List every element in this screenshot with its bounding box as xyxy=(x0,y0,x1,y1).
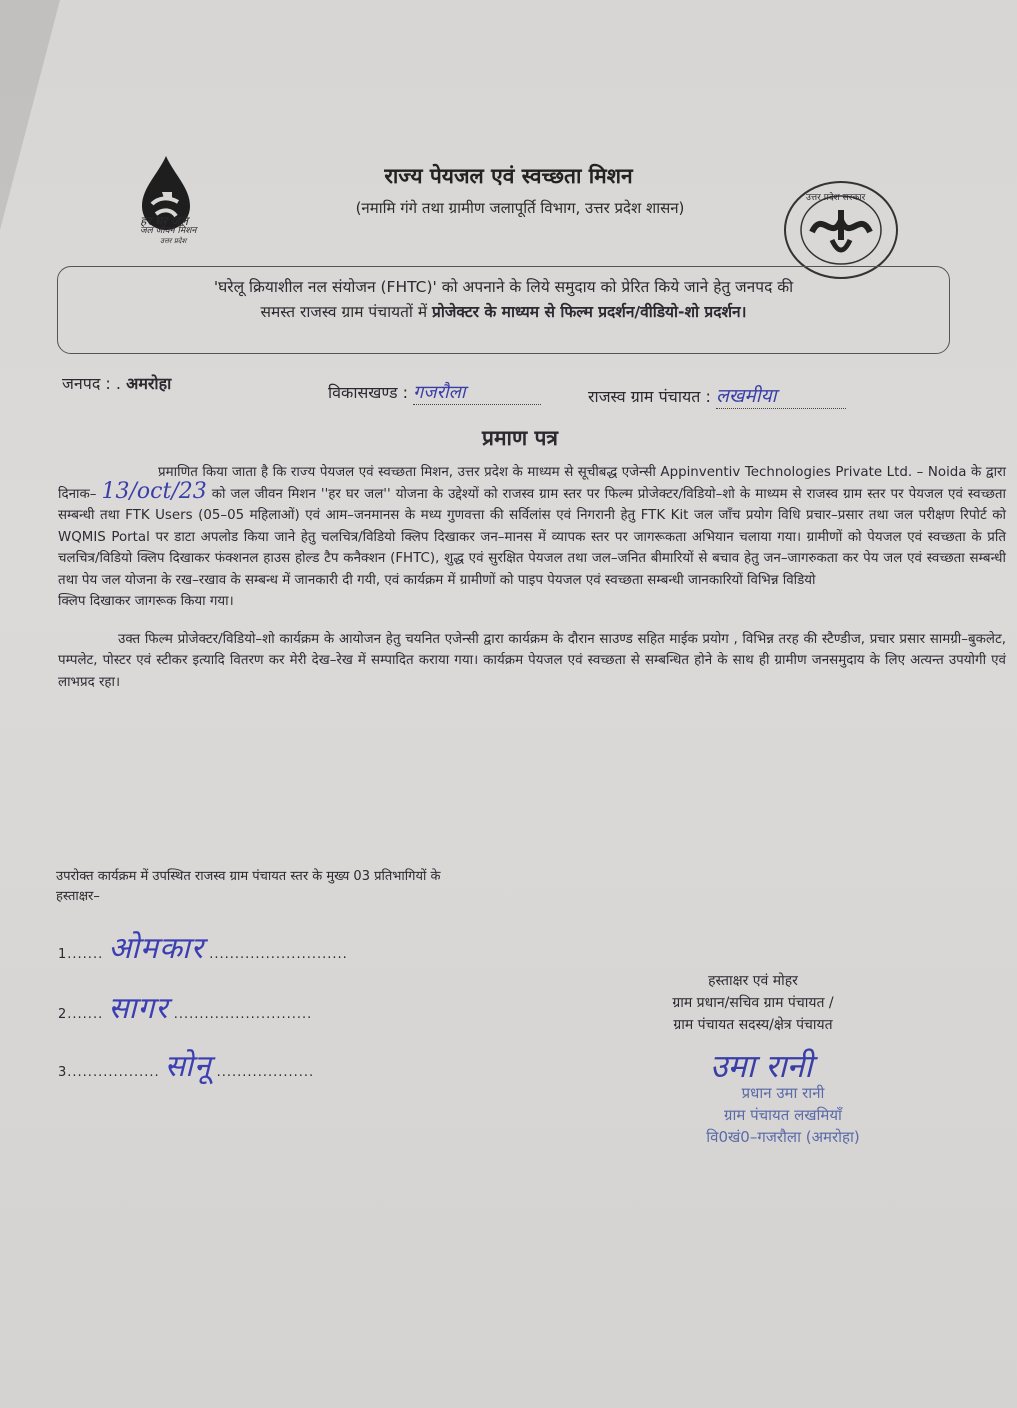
notice-line-2: समस्त राजस्व ग्राम पंचायतों में प्रोजेक्टर के माध्यम से फिल्म प्रदर्शन/वीडियो-शो प्रदर्शन। xyxy=(260,303,747,321)
notice-bold-text: प्रोजेक्टर के माध्यम से फिल्म प्रदर्शन/वीडियो-शो प्रदर्शन। xyxy=(432,303,747,321)
stamp-line-2: ग्राम पंचायत लखमियाँ xyxy=(724,1106,842,1124)
panchayat-field: राजस्व ग्राम पंचायत : लखमीया xyxy=(588,382,846,409)
mission-subtitle: (नमामि गंगे तथा ग्रामीण जलापूर्ति विभाग, उत्तर प्रदेश शासन) xyxy=(355,199,685,217)
district-value: अमरोहा xyxy=(126,374,172,393)
certificate-body xyxy=(58,462,1006,693)
participants-label: हस्ताक्षर– xyxy=(56,889,100,904)
logo-caption: हर घर जल जल जीवन मिशन उत्तर प्रदेश xyxy=(140,214,197,245)
stamp-line-1: प्रधान उमा रानी xyxy=(741,1084,825,1102)
mission-title: राज्य पेयजल एवं स्वच्छता मिशन xyxy=(384,164,633,188)
body-paragraph-1-end: क्लिप दिखाकर जागरूक किया गया। xyxy=(58,594,234,609)
authority-line-2: ग्राम प्रधान/सचिव ग्राम पंचायत / xyxy=(672,995,834,1011)
participant-row-2: 2....... सागर ........................... xyxy=(58,991,313,1026)
notice-line-1: 'घरेलू क्रियाशील नल संयोजन (FHTC)' को अपनाने के लिये समुदाय को प्रेरित किये जाने हेतु जनपद की xyxy=(213,278,794,296)
pradhan-signature: उमा रानी xyxy=(710,1047,813,1085)
subject-notice-box xyxy=(57,266,950,354)
participants-intro: उपरोक्त कार्यक्रम में उपस्थित राजस्व ग्राम पंचायत स्तर के मुख्य 03 प्रतिभागियों के xyxy=(56,869,441,884)
block-field: विकासखण्ड : गजरौला xyxy=(328,380,541,405)
certificate-heading: प्रमाण पत्र xyxy=(482,426,558,450)
body-paragraph-1: प्रमाणित किया जाता है कि राज्य पेयजल एवं स्वच्छता मिशन, उत्तर प्रदेश के माध्यम से सूचीबद्ध एजेन्सी Appinventiv Technologies Private Ltd. – Noida के द्वारा दिनाक– 13/oct/23 को जल जीवन मिशन ''हर घर जल'' योजना के उद्देश्यों को राजस्व ग्राम स्तर पर फिल्म प्रोजेक्टर/विडियो–शो के माध्यम से राजस्व ग्राम स्तर पर पेयजल एवं स्वच्छता सम्बन्धी तथा FTK Users (05–05 महिलाओं) एवं आम–जनमानस के मध्य गुणवत्ता की सर्विलांस एवं निगरानी हेतु FTK Kit जल जाँच प्रयोग विधि प्रचार–प्रसार तथा जल परीक्षण रिपोर्ट को WQMIS Portal पर डाटा अपलोड किया जाने हेतु चलचित्र/विडियो क्लिप दिखाकर जन–मानस में व्यापक स्तर पर जागरूकता अभियान चलाया गया। ग्रामीणों को पेयजल एवं स्वच्छता के प्रति चलचित्र/विडियो क्लिप दिखाकर फंक्शनल हाउस होल्ड टैप कनैक्शन (FHTC), शुद्ध एवं सुरक्षित पेयजल तथा जल–जनित बीमारियों से बचाव हेतु जन–जागरुकता कर पेय जल एवं स्वच्छता सम्बन्धी तथा पेय जल योजना के रख–रखाव के सम्बन्ध में जानकारी दी गयी, एवं कार्यक्रम में ग्रामीणों को पाइप पेयजल एवं स्वच्छता सम्बन्धी जानकारियों विभिन्न विडियो xyxy=(58,465,1006,588)
pradhan-stamp xyxy=(658,1082,908,1148)
block-value-handwritten: गजरौला xyxy=(413,380,541,405)
participant-row-3: 3.................. सोनू ................... xyxy=(58,1049,315,1084)
panchayat-value-handwritten: लखमीया xyxy=(716,382,846,409)
participant-signature-3: सोनू xyxy=(164,1049,212,1084)
up-government-emblem xyxy=(782,180,900,280)
participant-row-1: 1....... ओमकार ........................... xyxy=(58,931,348,966)
participant-signature-1: ओमकार xyxy=(108,931,205,966)
paper-fold-shadow xyxy=(0,0,60,230)
emblem-text: उत्तर प्रदेश सरकार xyxy=(806,193,866,203)
participant-signature-2: सागर xyxy=(108,991,169,1026)
date-handwritten: 13/oct/23 xyxy=(101,478,207,504)
authority-line-1: हस्ताक्षर एवं मोहर xyxy=(708,973,798,989)
authority-line-3: ग्राम पंचायत सदस्य/क्षेत्र पंचायत xyxy=(673,1017,833,1033)
body-paragraph-2: उक्त फिल्म प्रोजेक्टर/विडियो–शो कार्यक्रम के आयोजन हेतु चयनित एजेन्सी द्वारा कार्यक्रम के दौरान साउण्ड सहित माईक प्रयोग , विभिन्न तरह की स्टैण्डीज, प्रचार प्रसार सामग्री–बुकलेट, पम्पलेट, पोस्टर एवं स्टीकर इत्यादि वितरण कर मेरी देख–रेख में सम्पादित कराया गया। कार्यक्रम पेयजल एवं स्वच्छता से सम्बन्धित होने के साथ ही ग्रामीण जनसमुदाय के लिए अत्यन्त उपयोगी एवं लाभप्रद रहा। xyxy=(58,631,1006,690)
authority-block xyxy=(618,970,888,1036)
district-field: जनपद : . अमरोहा xyxy=(62,374,172,393)
stamp-line-3: वि0खं0–गजरौला (अमरोहा) xyxy=(706,1128,860,1146)
